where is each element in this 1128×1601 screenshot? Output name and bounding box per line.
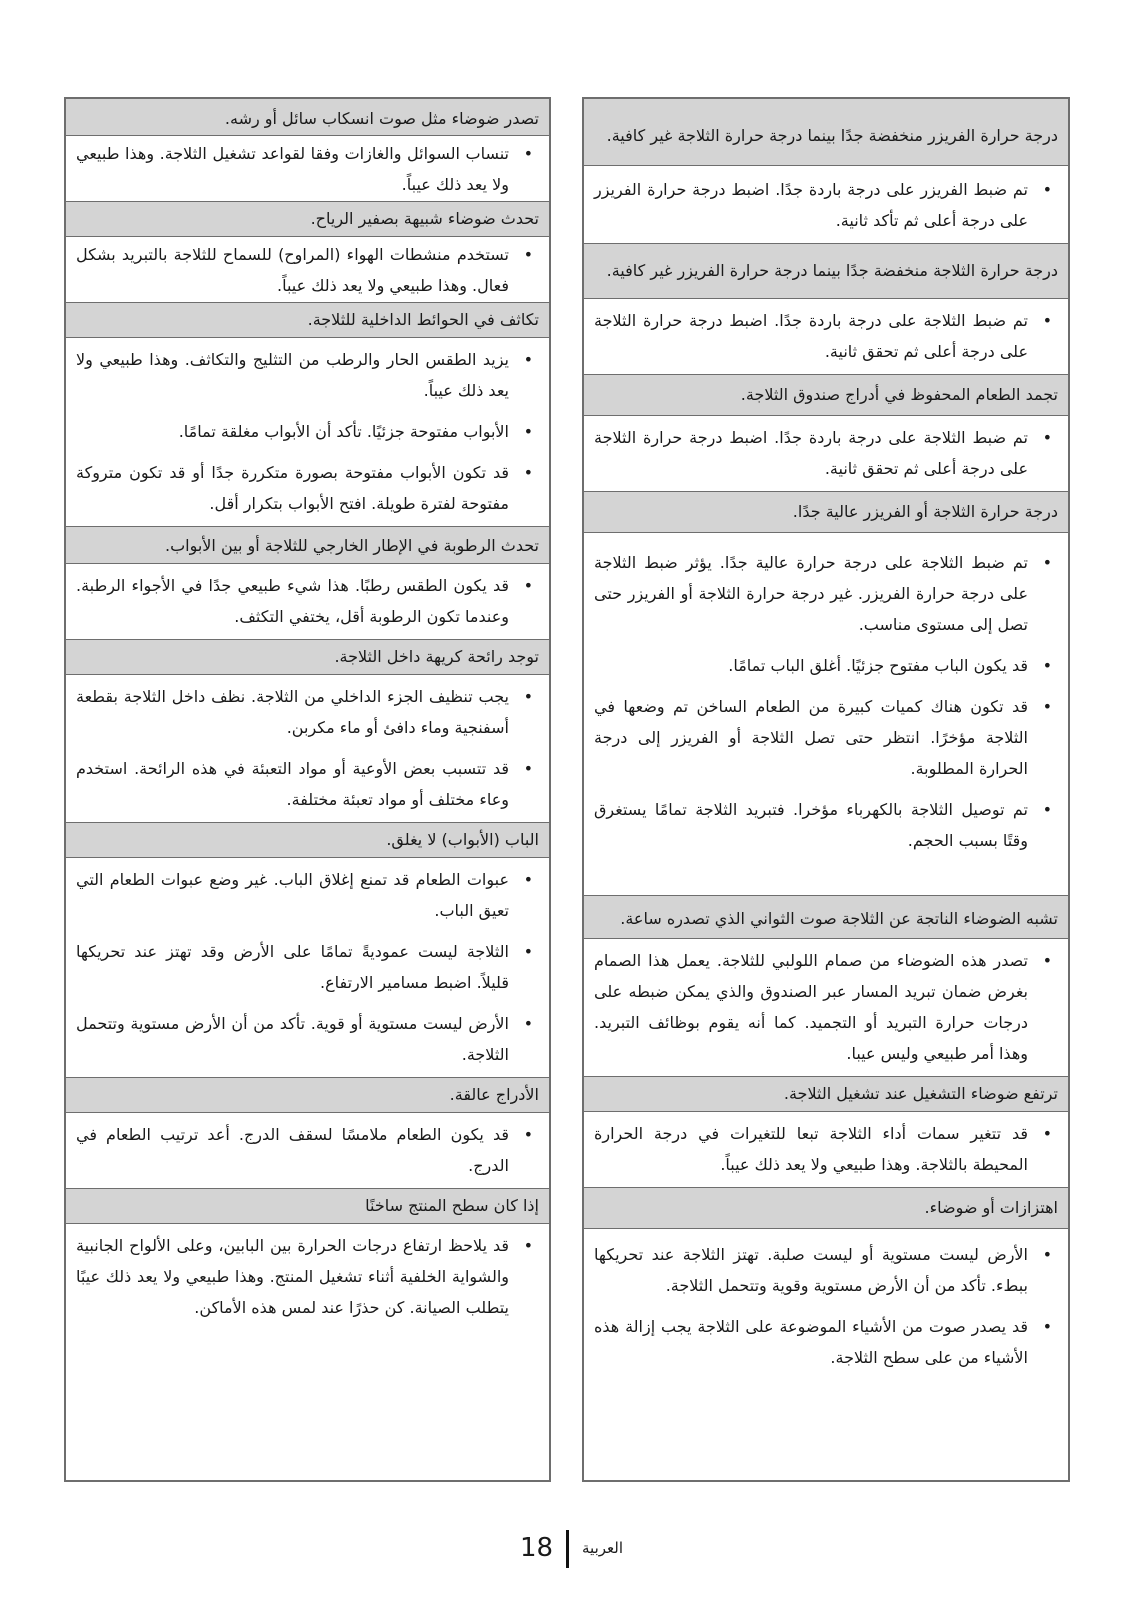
section-heading: تكاثف في الحوائط الداخلية للثلاجة.	[66, 302, 549, 338]
list-item: • قد تكون هناك كميات كبيرة من الطعام الساخن تم وضعها في الثلاجة مؤخرًا. انتظر حتى تصل الثلاجة أو الفريزر إلى درجة الحرارة المطلوبة.	[594, 691, 1058, 784]
list-item: • عبوات الطعام قد تمنع إغلاق الباب. غير وضع عبوات الطعام التي تعيق الباب.	[76, 864, 539, 926]
footer-language-label: العربية	[582, 1539, 623, 1557]
list-item: • يزيد الطقس الحار والرطب من التثليج والتكاثف. وهذا طبيعي ولا يعد ذلك عيباً.	[76, 344, 539, 406]
list-item: • الأبواب مفتوحة جزئيًا. تأكد أن الأبواب مغلقة تمامًا.	[76, 416, 539, 447]
section-heading: ترتفع ضوضاء التشغيل عند تشغيل الثلاجة.	[584, 1076, 1068, 1112]
right-column	[582, 97, 1070, 1482]
list-item: • قد يكون الطقس رطبًا. هذا شيء طبيعي جدًا في الأجواء الرطبة. وعندما تكون الرطوبة أقل، يختفي التكثف.	[76, 570, 539, 632]
section-heading: توجد رائحة كريهة داخل الثلاجة.	[66, 639, 549, 675]
page-number: 18	[520, 1533, 554, 1563]
section-heading: درجة حرارة الثلاجة منخفضة جدًا بينما درجة حرارة الفريزر غير كافية.	[584, 243, 1068, 299]
left-column	[64, 97, 551, 1482]
list-item: • قد تتسبب بعض الأوعية أو مواد التعبئة في هذه الرائحة. استخدم وعاء مختلف أو مواد تعبئة مختلفة.	[76, 753, 539, 815]
list-item: • تصدر هذه الضوضاء من صمام اللولبي للثلاجة. يعمل هذا الصمام بغرض ضمان تبريد المسار عبر الصندوق والذي يمكن ضبطه على درجات حرارة التبريد أو التجميد. كما أنه يقوم بوظائف التبريد. وهذا أمر طبيعي وليس عيبا.	[594, 945, 1058, 1069]
section-body	[66, 1224, 549, 1331]
list-item: • يجب تنظيف الجزء الداخلي من الثلاجة. نظف داخل الثلاجة بقطعة أسفنجية وماء دافئ أو ماء مكربن.	[76, 681, 539, 743]
section-heading: الباب (الأبواب) لا يغلق.	[66, 822, 549, 858]
list-item: • تستخدم منشطات الهواء (المراوح) للسماح للثلاجة بالتبريد بشكل فعال. وهذا طبيعي ولا يعد ذلك عيباً.	[76, 239, 539, 301]
section-body	[66, 675, 549, 823]
section-body	[584, 1229, 1068, 1381]
section-body	[66, 1113, 549, 1189]
list-item: • قد يصدر صوت من الأشياء الموضوعة على الثلاجة يجب إزالة هذه الأشياء من على سطح الثلاجة.	[594, 1311, 1058, 1373]
list-item: • الثلاجة ليست عموديةً تمامًا على الأرض وقد تهتز عند تحريكها قليلاً. اضبط مسامير الارتفاع.	[76, 936, 539, 998]
section-heading: اهتزازات أو ضوضاء.	[584, 1187, 1068, 1229]
list-item: • قد يلاحظ ارتفاع درجات الحرارة بين البابين، وعلى الألواح الجانبية والشواية الخلفية أثناء تشغيل المنتج. وهذا طبيعي ولا يعد ذلك عيبًا يتطلب الصيانة. كن حذرًا عند لمس هذه الأماكن.	[76, 1230, 539, 1323]
section-body	[584, 299, 1068, 375]
footer-divider	[566, 1530, 569, 1568]
section-heading: درجة حرارة الفريزر منخفضة جدًا بينما درجة حرارة الثلاجة غير كافية.	[584, 98, 1068, 166]
list-item: • قد يكون الباب مفتوح جزئيًا. أغلق الباب تمامًا.	[594, 650, 1058, 681]
list-item: • قد تكون الأبواب مفتوحة بصورة متكررة جدًا أو قد تكون متروكة مفتوحة لفترة طويلة. افتح الأبواب بتكرار أقل.	[76, 457, 539, 519]
section-heading: تجمد الطعام المحفوظ في أدراج صندوق الثلاجة.	[584, 374, 1068, 416]
section-heading: تحدث الرطوبة في الإطار الخارجي للثلاجة أو بين الأبواب.	[66, 526, 549, 564]
section-body	[66, 564, 549, 640]
section-heading: تشبه الضوضاء الناتجة عن الثلاجة صوت الثواني الذي تصدره ساعة.	[584, 895, 1068, 939]
section-body	[66, 237, 549, 303]
list-item: • تم ضبط الثلاجة على درجة باردة جدًا. اضبط درجة حرارة الثلاجة على درجة أعلى ثم تحقق ثانية.	[594, 422, 1058, 484]
list-item: • قد تتغير سمات أداء الثلاجة تبعا للتغيرات في درجة الحرارة المحيطة بالثلاجة. وهذا طبيعي ولا يعد ذلك عيباً.	[594, 1118, 1058, 1180]
list-item: • قد يكون الطعام ملامسًا لسقف الدرج. أعد ترتيب الطعام في الدرج.	[76, 1119, 539, 1181]
list-item: • تنساب السوائل والغازات وفقا لقواعد تشغيل الثلاجة. وهذا طبيعي ولا يعد ذلك عيباً.	[76, 138, 539, 200]
list-item: • تم توصيل الثلاجة بالكهرباء مؤخرا. فتبريد الثلاجة تمامًا يستغرق وقتًا بسبب الحجم.	[594, 794, 1058, 856]
section-body	[66, 338, 549, 527]
section-body	[584, 533, 1068, 896]
section-heading: درجة حرارة الثلاجة أو الفريزر عالية جدًا.	[584, 491, 1068, 533]
list-item: • الأرض ليست مستوية أو قوية. تأكد من أن الأرض مستوية وتتحمل الثلاجة.	[76, 1008, 539, 1070]
section-heading: الأدراج عالقة.	[66, 1077, 549, 1113]
section-body	[66, 858, 549, 1078]
section-body	[584, 416, 1068, 492]
list-item: • تم ضبط الثلاجة على درجة باردة جدًا. اضبط درجة حرارة الثلاجة على درجة أعلى ثم تحقق ثانية.	[594, 305, 1058, 367]
section-body	[66, 136, 549, 202]
section-body	[584, 166, 1068, 244]
section-heading: تحدث ضوضاء شبيهة بصفير الرياح.	[66, 201, 549, 237]
list-item: • تم ضبط الثلاجة على درجة حرارة عالية جدًا. يؤثر ضبط الثلاجة على درجة حرارة الفريزر. غير درجة حرارة الثلاجة أو الفريزر حتى تصل إلى مستوى مناسب.	[594, 547, 1058, 640]
list-item: • الأرض ليست مستوية أو ليست صلبة. تهتز الثلاجة عند تحريكها ببطء. تأكد من أن الأرض مستوية وقوية وتتحمل الثلاجة.	[594, 1239, 1058, 1301]
list-item: • تم ضبط الفريزر على درجة باردة جدًا. اضبط درجة حرارة الفريزر على درجة أعلى ثم تأكد ثانية.	[594, 174, 1058, 236]
page-footer	[0, 1530, 1128, 1570]
section-heading: إذا كان سطح المنتج ساخنًا	[66, 1188, 549, 1224]
section-body	[584, 1112, 1068, 1188]
section-body	[584, 939, 1068, 1077]
section-heading: تصدر ضوضاء مثل صوت انسكاب سائل أو رشه.	[66, 98, 549, 136]
